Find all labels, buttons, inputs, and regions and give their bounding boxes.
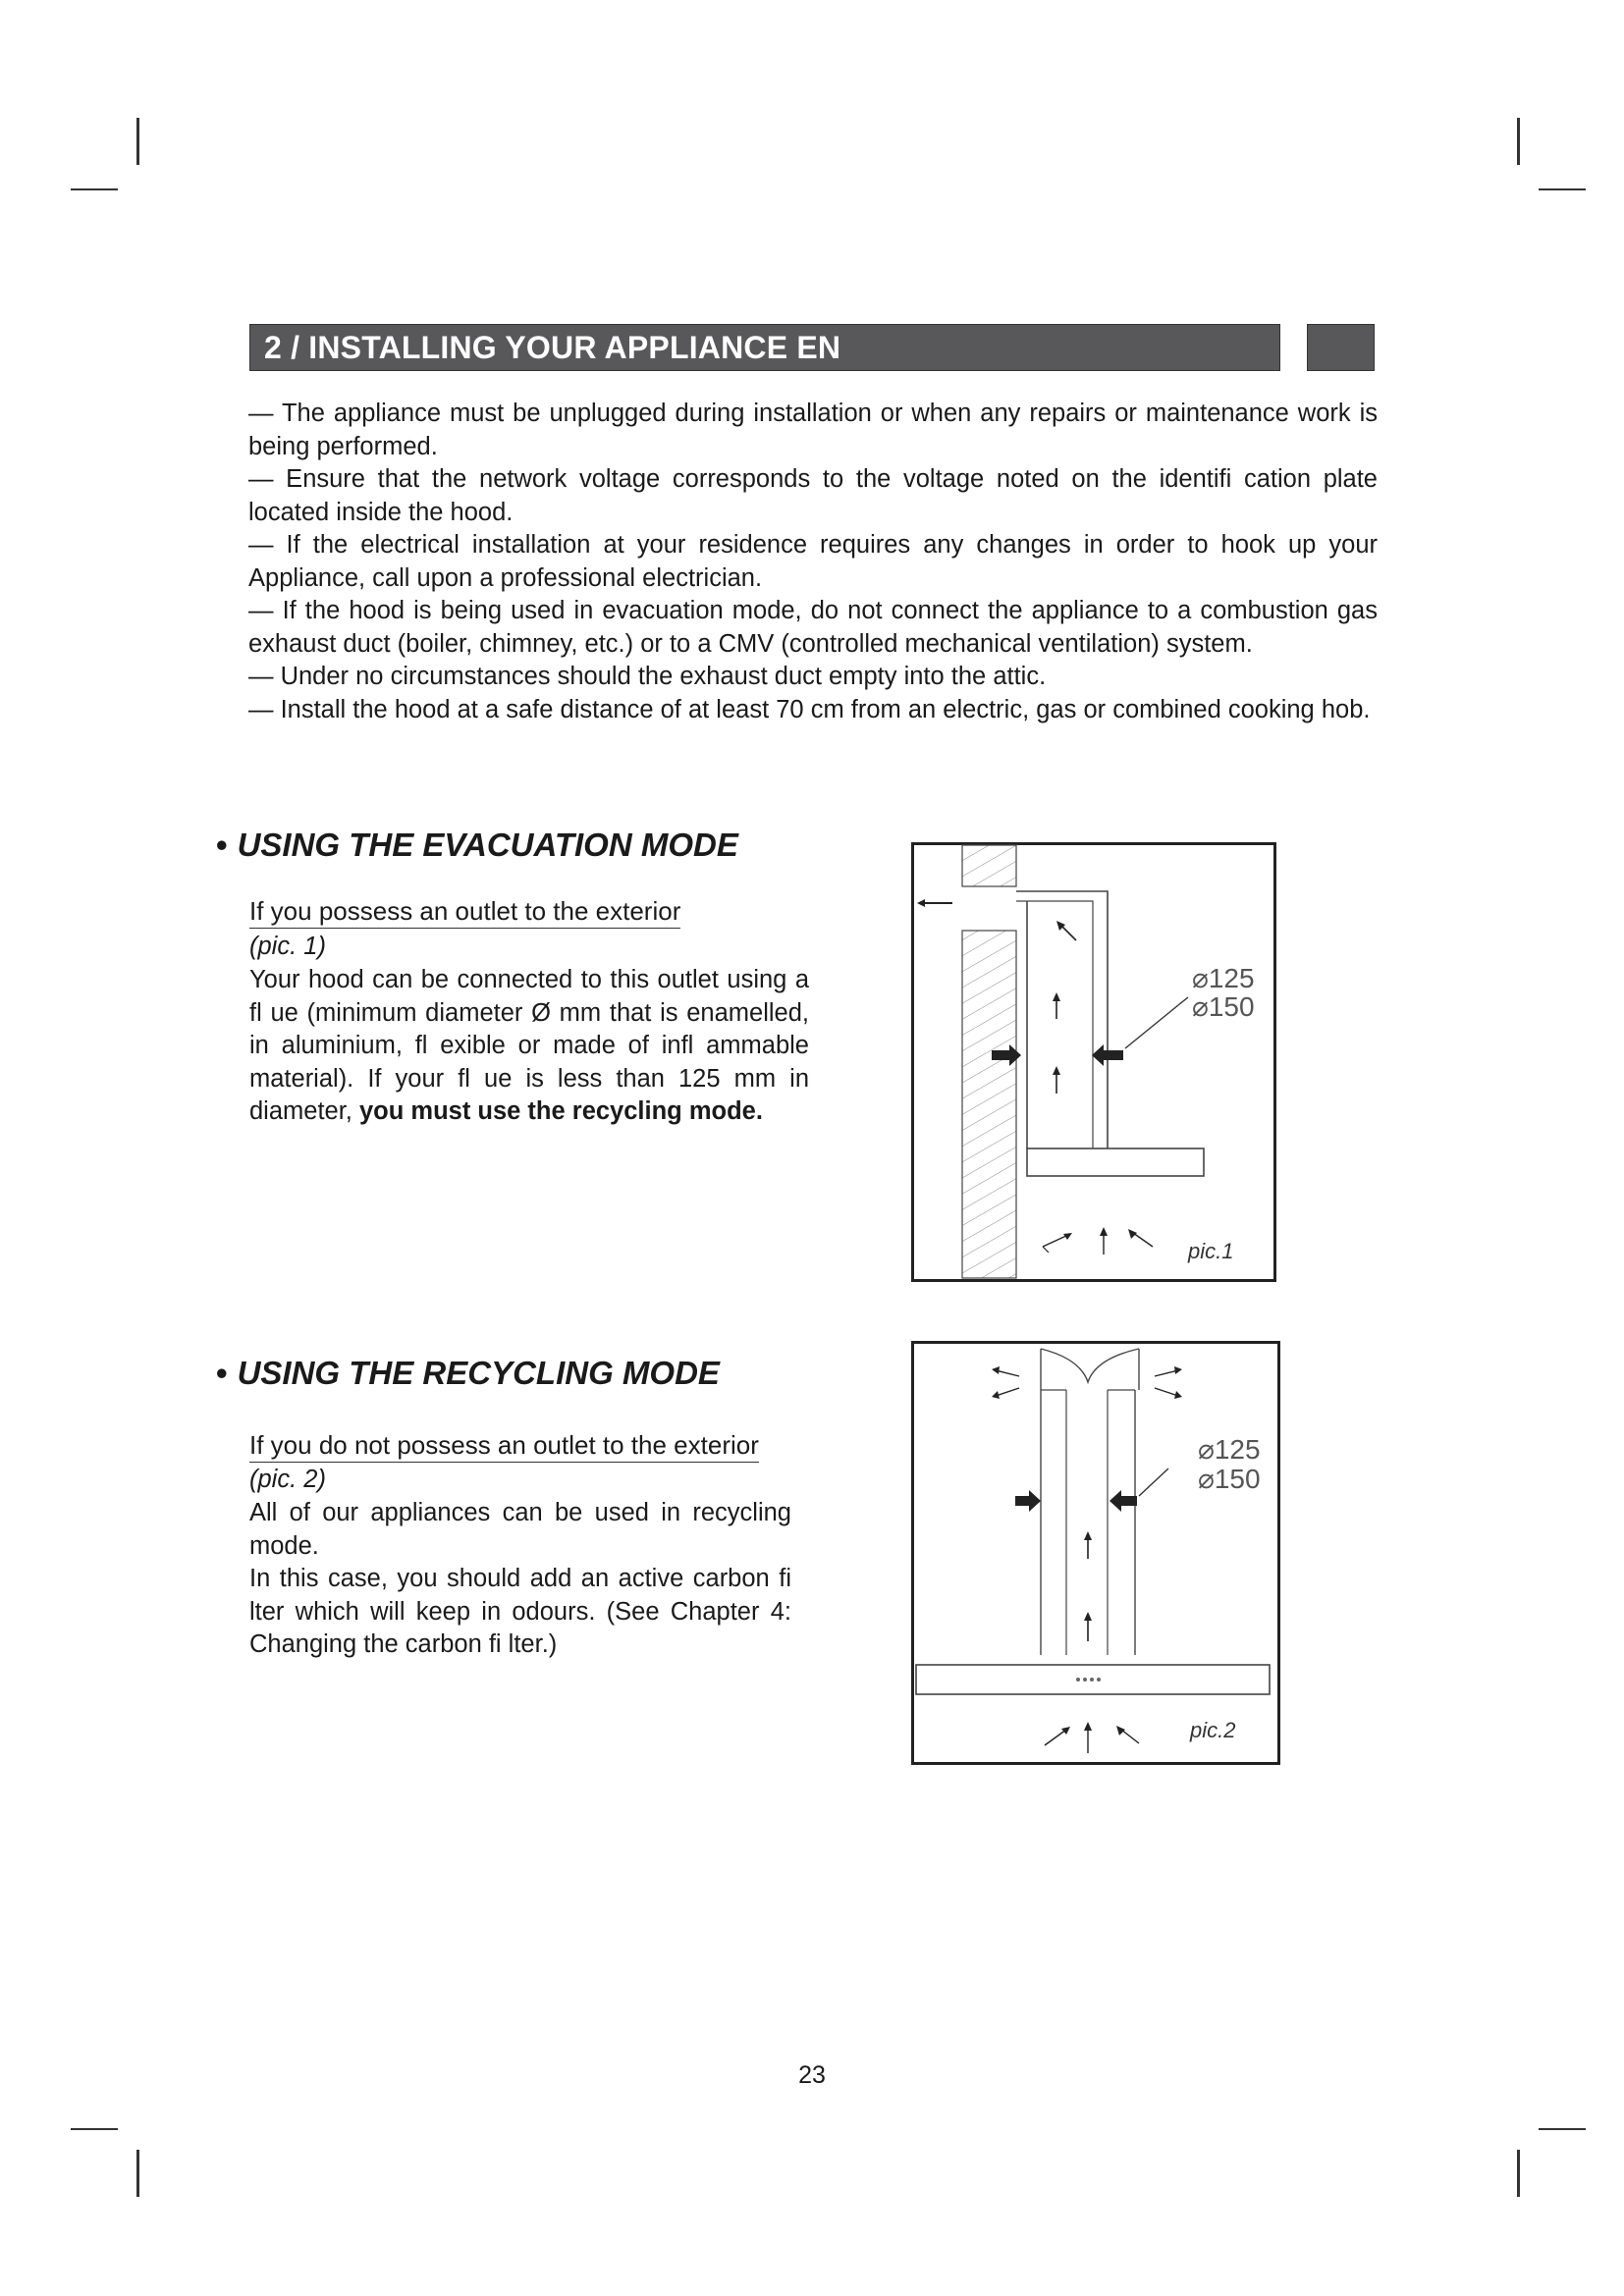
instruction-item: — The appliance must be unplugged during installation or when any repairs or maintenance work is being performed.	[248, 400, 1378, 460]
diameter-label-150: ⌀150	[1192, 991, 1255, 1022]
recycling-body-paragraph: All of our appliances can be used in recycling mode.	[249, 1499, 791, 1560]
bullet: •	[216, 827, 228, 863]
recycling-body-paragraph: In this case, you should add an active carbon fi lter which will keep in odours. (See Chapter 4: Changing the carbon fi lter.)	[249, 1565, 791, 1658]
diameter-label-125: ⌀125	[1198, 1434, 1261, 1465]
crop-mark-bottom-left-vertical	[136, 2150, 139, 2197]
diameter-label-150: ⌀150	[1198, 1464, 1261, 1494]
figure-caption: pic.2	[1190, 1718, 1236, 1742]
recycling-subheading: If you do not possess an outlet to the exterior	[249, 1429, 759, 1463]
recycling-diagram	[911, 1341, 1280, 1765]
evacuation-body-text: Your hood can be connected to this outlet using a fl ue (minimum diameter Ø mm that is enamelled, in aluminium, fl exible or made of infl ammable material). If your fl ue is less than 125 mm in diameter,	[249, 966, 809, 1125]
instruction-item: — Install the hood at a safe distance of at least 70 cm from an electric, gas or combined cooking hob.	[248, 695, 1371, 723]
evacuation-diagram	[911, 842, 1276, 1282]
crop-mark-top-right-vertical	[1517, 118, 1520, 165]
section-header-tab	[1307, 324, 1375, 371]
bullet: •	[216, 1355, 228, 1391]
evacuation-heading-text: USING THE EVACUATION MODE	[237, 827, 738, 863]
recycling-pic-reference: (pic. 2)	[249, 1466, 326, 1493]
recycling-body	[249, 1497, 791, 1662]
instruction-item: — Under no circumstances should the exhaust duct empty into the attic.	[248, 663, 1047, 690]
section-header-bar	[249, 324, 1280, 371]
wall-lower	[962, 931, 1016, 1278]
crop-mark-top-left-horizontal	[71, 188, 118, 190]
figure-caption: pic.1	[1188, 1239, 1234, 1263]
evacuation-heading	[216, 827, 738, 864]
diagram-frame	[913, 1343, 1279, 1764]
hood-body	[1027, 1148, 1204, 1176]
evacuation-body	[249, 964, 809, 1129]
crop-mark-top-left-vertical	[136, 118, 139, 165]
instruction-item: — If the hood is being used in evacuation mode, do not connect the appliance to a combustion gas exhaust duct (boiler, chimney, etc.) or to a CMV (controlled mechanical ventilation) system.	[248, 597, 1378, 658]
diameter-label-125: ⌀125	[1192, 963, 1255, 993]
page-number: 23	[798, 2061, 826, 2089]
wall-upper	[962, 845, 1016, 886]
evacuation-subheading: If you possess an outlet to the exterior	[249, 895, 680, 929]
crop-mark-bottom-left-horizontal	[71, 2128, 118, 2130]
crop-mark-bottom-right-vertical	[1517, 2150, 1520, 2197]
crop-mark-bottom-right-horizontal	[1539, 2128, 1586, 2130]
crop-mark-top-right-horizontal	[1539, 188, 1586, 190]
evacuation-body-warning: you must use the recycling mode.	[358, 1097, 763, 1125]
recycling-heading	[216, 1355, 720, 1392]
instruction-item: — If the electrical installation at your residence requires any changes in order to hook up your Appliance, call upon a professional electrician.	[248, 531, 1378, 592]
safety-instructions	[248, 398, 1378, 726]
section-title: 2 / INSTALLING YOUR APPLIANCE EN	[264, 330, 841, 365]
recycling-heading-text: USING THE RECYCLING MODE	[237, 1355, 720, 1391]
evacuation-pic-reference: (pic. 1)	[249, 933, 326, 960]
instruction-item: — Ensure that the network voltage corresponds to the voltage noted on the identifi cation plate located inside the hood.	[248, 465, 1378, 526]
